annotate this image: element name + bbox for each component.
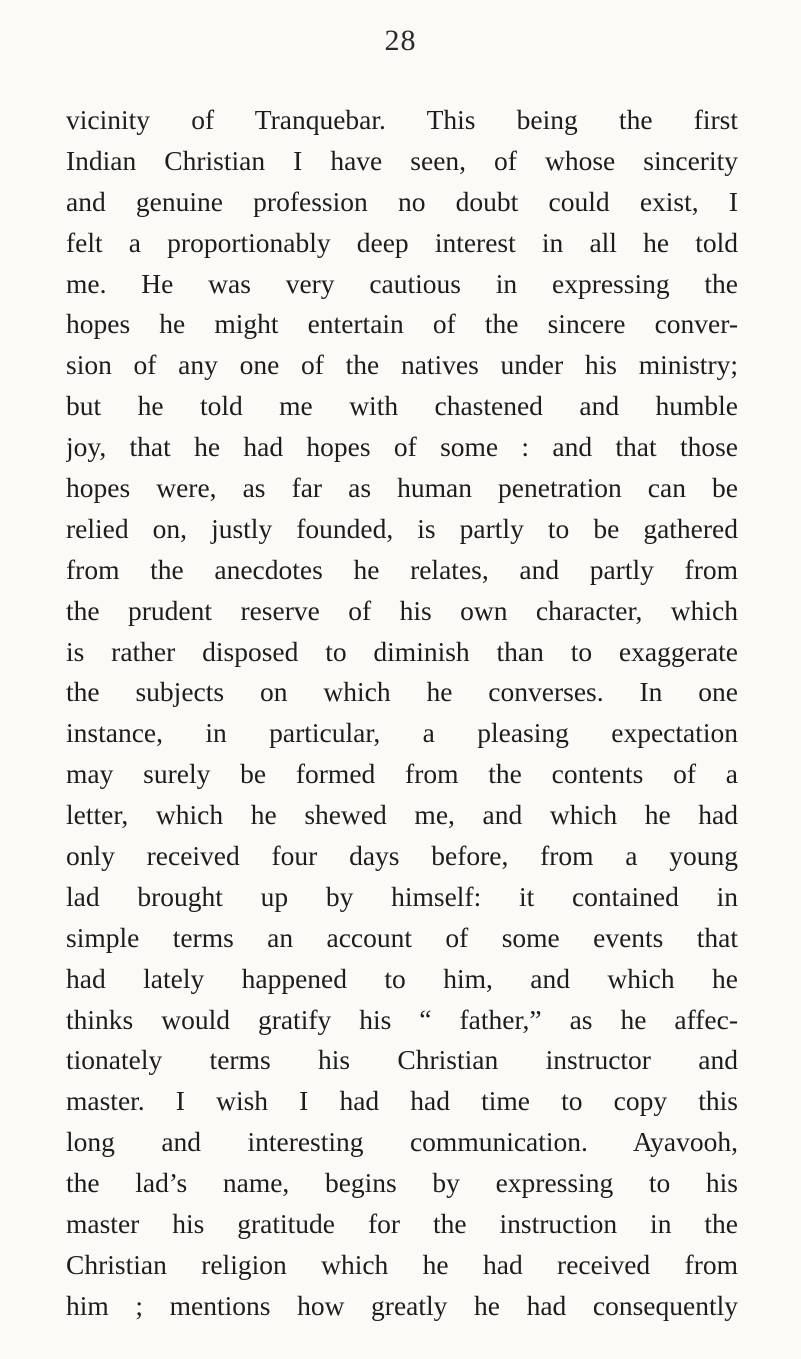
text-line: had lately happened to him, and which he: [66, 962, 738, 994]
text-line: hopes he might entertain of the sincere conver-: [66, 308, 738, 340]
text-line: long and interesting communication. Ayavooh,: [66, 1126, 738, 1158]
text-line: Indian Christian I have seen, of whose sincerity: [66, 144, 738, 176]
text-line: the lad’s name, begins by expressing to his: [66, 1167, 738, 1199]
page-number: 28: [384, 24, 417, 57]
text-line: me. He was very cautious in expressing the: [66, 267, 738, 299]
text-line: lad brought up by himself: it contained in: [66, 880, 738, 912]
text-line: relied on, justly founded, is partly to be gathered: [66, 512, 738, 544]
text-line: sion of any one of the natives under his ministry;: [66, 349, 738, 381]
text-line: the subjects on which he converses. In one: [66, 676, 738, 708]
text-line: instance, in particular, a pleasing expectation: [66, 717, 738, 749]
text-line: is rather disposed to diminish than to exaggerate: [66, 635, 738, 667]
text-line: only received four days before, from a young: [66, 840, 738, 872]
text-line: the prudent reserve of his own character, which: [66, 594, 738, 626]
text-line: may surely be formed from the contents of a: [66, 758, 738, 790]
text-line: master. I wish I had had time to copy this: [66, 1085, 738, 1117]
text-line: but he told me with chastened and humble: [66, 390, 738, 422]
text-line: and genuine profession no doubt could exist, I: [66, 185, 738, 217]
text-line: thinks would gratify his “ father,” as he affec-: [66, 1003, 738, 1035]
body-text: [66, 100, 738, 1327]
text-line: letter, which he shewed me, and which he had: [66, 799, 738, 831]
text-line: tionately terms his Christian instructor and: [66, 1044, 738, 1076]
text-line: joy, that he had hopes of some : and that those: [66, 431, 738, 463]
text-line: from the anecdotes he relates, and partly from: [66, 553, 738, 585]
text-line: master his gratitude for the instruction in the: [66, 1208, 738, 1240]
text-line: felt a proportionably deep interest in all he told: [66, 226, 738, 258]
text-line: hopes were, as far as human penetration can be: [66, 472, 738, 504]
text-line: vicinity of Tranquebar. This being the first: [66, 104, 738, 135]
text-line: him ; mentions how greatly he had consequently: [66, 1289, 738, 1321]
text-line: simple terms an account of some events that: [66, 921, 738, 953]
text-line: Christian religion which he had received from: [66, 1248, 738, 1280]
